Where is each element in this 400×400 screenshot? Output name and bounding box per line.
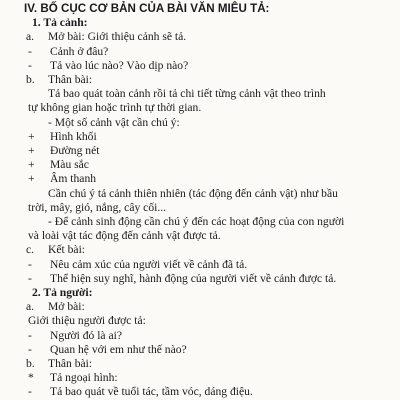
list-item-text: Tả vào lúc nào? Vào dịp nào? — [50, 58, 189, 72]
dash-marker: - — [28, 271, 32, 285]
subsection-title-scenery: 1. Tả cảnh: — [32, 16, 88, 30]
list-item-text: Nêu cảm xúc của người viết về cảnh đã tả. — [50, 257, 248, 271]
list-item-text: Màu sắc — [50, 158, 89, 172]
part-a-row — [26, 300, 85, 314]
dash-marker: - — [28, 58, 32, 72]
dash-marker: - — [28, 328, 32, 342]
plus-marker: + — [28, 129, 35, 143]
section-heading: IV. BỐ CỤC CƠ BẢN CỦA BÀI VĂN MIÊU TẢ: — [24, 2, 270, 15]
body-text-line: Tả bao quát toàn cảnh rồi tả chi tiết từng cảnh vật theo trình — [48, 87, 326, 101]
dash-marker: - — [28, 342, 32, 356]
list-item-text: Hình khối — [50, 129, 97, 143]
list-item-text: Người đó là ai? — [50, 328, 122, 342]
body-text-line: Giới thiệu người được tả: — [28, 314, 146, 328]
part-b-marker: b. — [26, 357, 35, 370]
part-a-label: Mở bài: — [48, 300, 85, 314]
body-text-line: - Một số cảnh vật cần chú ý: — [48, 115, 180, 129]
subsection-title-person: 2. Tả người: — [32, 286, 93, 299]
body-text-line: và loài vật tác động đến cảnh vật được tả. — [28, 229, 221, 243]
part-c-label: Kết bài: — [48, 243, 86, 257]
plus-marker: + — [28, 144, 35, 157]
part-c-marker: c. — [26, 243, 35, 257]
list-item-text: Thể hiện suy nghĩ, hành động của người viết về cảnh được tả. — [50, 271, 337, 285]
body-text-line: trời, mây, gió, nắng, cây cối... — [28, 200, 167, 214]
part-b-label: Thân bài: — [48, 73, 93, 86]
part-a-marker: a. — [26, 30, 35, 44]
body-text-line: - Để cảnh sinh động cần chú ý đến các hoạt động của con người — [48, 215, 345, 228]
plus-marker: + — [28, 158, 35, 172]
part-a-marker: a. — [26, 300, 35, 314]
sub-heading: Tả ngoại hình: — [50, 371, 118, 385]
star-marker: * — [28, 371, 34, 385]
list-item-text: Tả bao quát về tuổi tác, tầm vóc, dáng điệu. — [50, 385, 253, 399]
dash-marker: - — [28, 257, 32, 271]
dash-marker: - — [28, 44, 32, 58]
part-b-row — [26, 357, 93, 371]
list-item-text: Quan hệ với em như thế nào? — [50, 342, 187, 356]
dash-marker: - — [28, 385, 32, 399]
part-a-row — [26, 30, 187, 44]
part-b-marker: b. — [26, 73, 35, 86]
body-text-line: tự không gian hoặc trình tự thời gian. — [28, 101, 202, 115]
part-c-row — [26, 243, 86, 257]
plus-marker: + — [28, 172, 35, 186]
part-a-label: Mở bài: Giới thiệu cảnh sẽ tả. — [48, 30, 187, 44]
part-b-label: Thân bài: — [48, 357, 93, 370]
list-item-text: Cảnh ở đâu? — [50, 44, 109, 58]
list-item-text: Âm thanh — [50, 172, 97, 186]
body-text-line: Cần chú ý tả cảnh thiên nhiên (tác động đến cảnh vật) như bầu — [48, 186, 338, 200]
list-item-text: Đường nét — [50, 144, 100, 157]
part-b-row — [26, 73, 93, 87]
